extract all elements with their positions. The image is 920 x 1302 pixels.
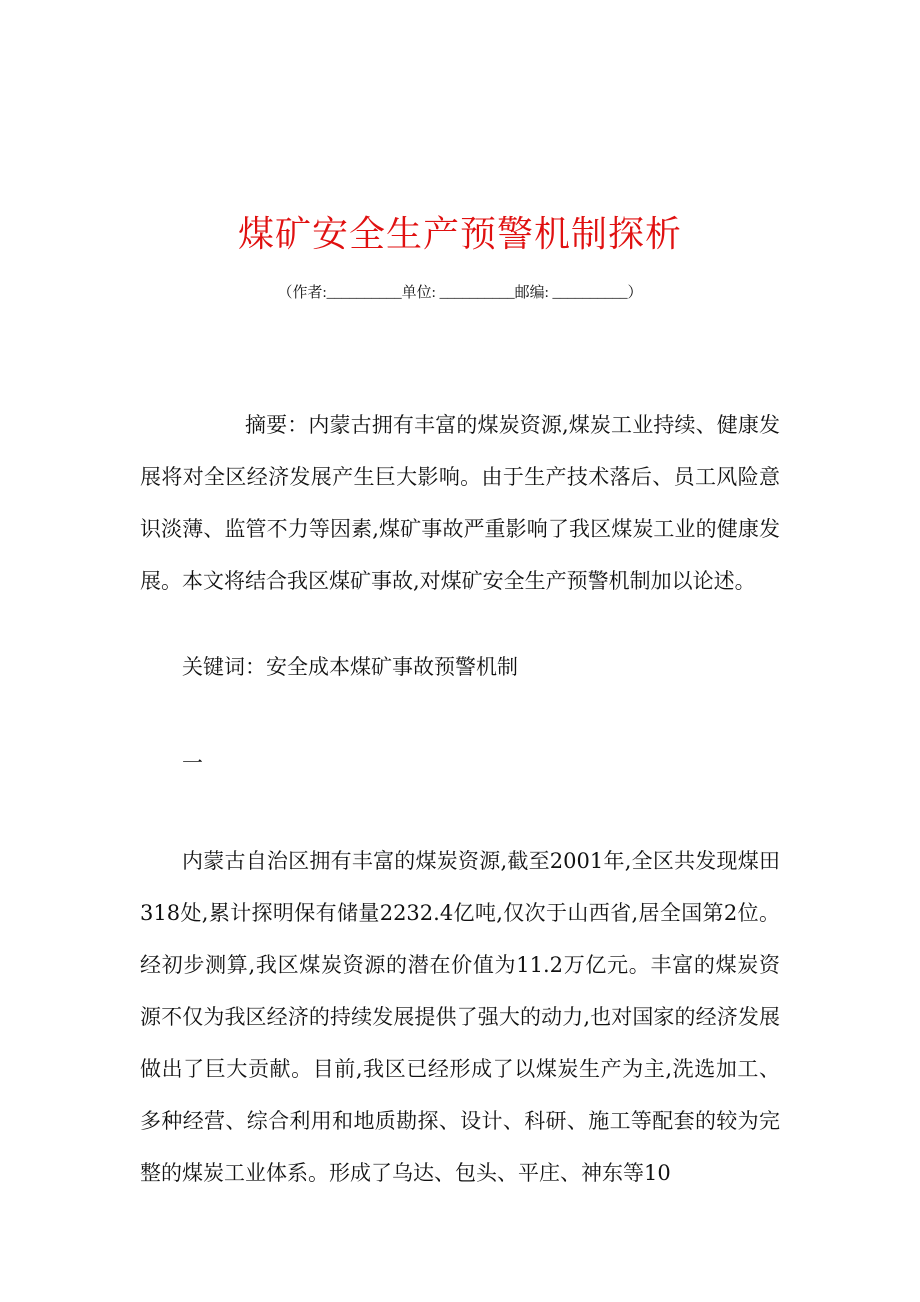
keywords-line: 关键词：安全成本煤矿事故预警机制 bbox=[182, 655, 518, 679]
section-number: 一 bbox=[182, 751, 203, 775]
abstract-paragraph: 摘要：内蒙古拥有丰富的煤炭资源,煤炭工业持续、健康发展将对全区经济发展产生巨大影响。由于生产技术落后、员工风险意识淡薄、监管不力等因素,煤矿事故严重影响了我区煤炭工业的健康发展。本文将结合我区煤矿事故,对煤矿安全生产预警机制加以论述。 bbox=[140, 413, 780, 593]
body-paragraph: 内蒙古自治区拥有丰富的煤炭资源,截至2001年,全区共发现煤田318处,累计探明保有储量2232.4亿吨,仅次于山西省,居全国第2位。经初步测算,我区煤炭资源的潜在价值为11.2万亿元。丰富的煤炭资源不仅为我区经济的持续发展提供了强大的动力,也对国家的经济发展做出了巨大贡献。目前,我区已经形成了以煤炭生产为主,洗选加工、多种经营、综合利用和地质勘探、设计、科研、施工等配套的较为完整的煤炭工业体系。形成了乌达、包头、平庄、神东等10 bbox=[140, 849, 780, 1185]
document-title: 煤矿安全生产预警机制探析 bbox=[237, 214, 682, 255]
author-info-line: （作者:__________单位: __________邮编: __________） bbox=[277, 285, 643, 301]
